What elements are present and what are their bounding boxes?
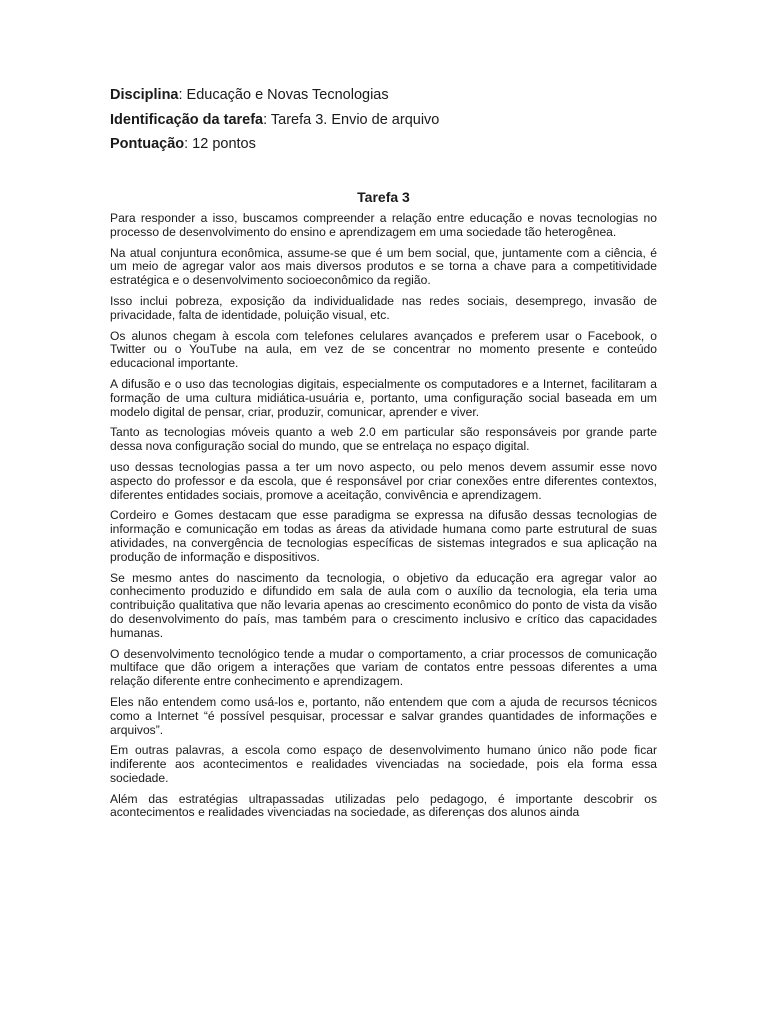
task-id-line — [110, 111, 657, 129]
discipline-label: Disciplina — [110, 87, 179, 103]
paragraph: O desenvolvimento tecnológico tende a mudar o comportamento, a criar processos de comunicação multiface que dão origem a interações que variam de contatos entre pessoas diferentes a uma relação diferente entre conhecimento e aprendizagem. — [110, 646, 657, 689]
document-page — [110, 86, 657, 827]
score-label: Pontuação — [110, 136, 185, 152]
discipline-value: : Educação e Novas Tecnologias — [178, 87, 389, 103]
paragraph: A difusão e o uso das tecnologias digitais, especialmente os computadores e a Internet, facilitaram a formação de uma cultura midiática-usuária e, portanto, uma configuração social baseada em um modelo digital de pensar, criar, produzir, comunicar, aprender e viver. — [110, 376, 657, 419]
paragraph: uso dessas tecnologias passa a ter um novo aspecto, ou pelo menos devem assumir esse novo aspecto do professor e da escola, que é responsável por criar conexões entre diferentes contextos, diferentes entidades sociais, promove a aceitação, convivência e aprendizagem. — [110, 459, 657, 502]
paragraph: Cordeiro e Gomes destacam que esse paradigma se expressa na difusão dessas tecnologias de informação e comunicação em todas as áreas da atividade humana como parte estrutural de suas atividades, na convergência de tecnologias específicas de sistemas integrados e sua aplicação na produção de informação e dispositivos. — [110, 508, 657, 564]
task-id-value: : Tarefa 3. Envio de arquivo — [263, 111, 440, 128]
paragraph: Se mesmo antes do nascimento da tecnologia, o objetivo da educação era agregar valor ao conhecimento produzido e difundido em sala de aula com o auxílio da tecnologia, ela teria uma contribuição qualitativa que não levaria apenas ao crescimento econômico do ponto de vista da visão do desenvolvimento do país, mas também para o crescimento inclusivo e crítico das capacidades humanas. — [110, 570, 657, 640]
task-id-label: Identificação da tarefa — [110, 111, 264, 128]
paragraph: Em outras palavras, a escola como espaço de desenvolvimento humano único não pode ficar indiferente aos acontecimentos e realidades vivenciadas na sociedade, pois ela forma essa sociedade. — [110, 743, 657, 785]
discipline-line — [110, 86, 657, 104]
task-title: Tarefa 3 — [357, 189, 410, 205]
score-line — [110, 135, 657, 153]
paragraph: Isso inclui pobreza, exposição da individualidade nas redes sociais, desemprego, invasão de privacidade, falta de identidade, poluição visual, etc. — [110, 293, 657, 322]
paragraph: Na atual conjuntura econômica, assume-se que é um bem social, que, juntamente com a ciência, é um meio de agregar valor aos mais diversos produtos e se torna a chave para a competitividade estratégica e o desenvolvimento socioeconômico da região. — [110, 245, 657, 288]
score-value: : 12 pontos — [184, 136, 256, 152]
paragraph: Eles não entendem como usá-los e, portanto, não entendem que com a ajuda de recursos técnicos como a Internet “é possível pesquisar, processar e salvar grandes quantidades de informações e arquivos”. — [110, 694, 657, 737]
paragraph: Os alunos chegam à escola com telefones celulares avançados e preferem usar o Facebook, o Twitter ou o YouTube na aula, em vez de se concentrar no momento presente e conteúdo educacional importante. — [110, 328, 657, 371]
paragraph: Além das estratégias ultrapassadas utilizadas pelo pedagogo, é importante descobrir os acontecimentos e realidades vivenciadas na sociedade, as diferenças dos alunos ainda — [110, 791, 657, 820]
paragraph: Tanto as tecnologias móveis quanto a web 2.0 em particular são responsáveis por grande parte dessa nova configuração social do mundo, que se entrelaça no espaço digital. — [110, 425, 657, 454]
paragraph: Para responder a isso, buscamos compreender a relação entre educação e novas tecnologias no processo de desenvolvimento do ensino e aprendizagem em uma sociedade tão heterogênea. — [110, 211, 657, 239]
